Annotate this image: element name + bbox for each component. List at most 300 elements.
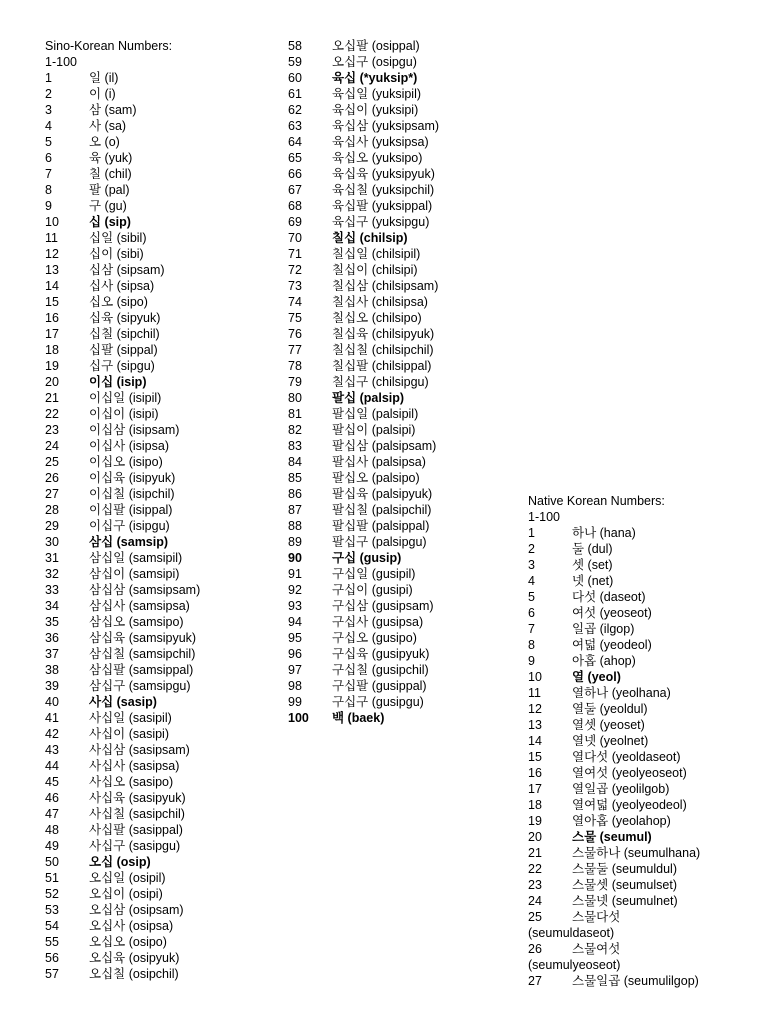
number-row	[288, 358, 508, 374]
native-korean-range: 1-100	[528, 510, 560, 524]
number-row	[288, 182, 508, 198]
number-word: 육십 (*yuksip*)	[332, 71, 418, 85]
number-word: 사십삼 (sasipsam)	[89, 743, 190, 757]
number-row	[288, 118, 508, 134]
number-value: 96	[288, 647, 302, 661]
number-value: 52	[45, 887, 59, 901]
number-row	[288, 438, 508, 454]
number-row	[45, 934, 275, 950]
number-word: 오십육 (osipyuk)	[89, 951, 180, 965]
number-row	[45, 550, 275, 566]
number-value: 49	[45, 839, 59, 853]
number-row	[288, 406, 508, 422]
number-value: 21	[528, 846, 542, 860]
number-word: 하나 (hana)	[572, 526, 636, 540]
number-row	[45, 486, 275, 502]
number-word: 십육 (sipyuk)	[89, 311, 161, 325]
number-row	[45, 374, 275, 390]
number-word: 팔십칠 (palsipchil)	[332, 503, 432, 517]
number-row	[45, 102, 275, 118]
number-word: 스물일곱 (seumulilgop)	[572, 974, 699, 988]
number-value: 85	[288, 471, 302, 485]
number-value: 33	[45, 583, 59, 597]
number-value: 26	[528, 942, 542, 956]
number-row	[45, 726, 275, 742]
number-value: 98	[288, 679, 302, 693]
number-row	[45, 886, 275, 902]
number-word: 사십육 (sasipyuk)	[89, 791, 186, 805]
number-word: 십사 (sipsa)	[89, 279, 155, 293]
number-value: 90	[288, 551, 302, 565]
number-word: 이십사 (isipsa)	[89, 439, 169, 453]
number-word: 팔십사 (palsipsa)	[332, 455, 426, 469]
number-row	[288, 326, 508, 342]
number-value: 78	[288, 359, 302, 373]
number-row	[528, 525, 758, 541]
number-word: 이십일 (isipil)	[89, 391, 162, 405]
number-value: 3	[528, 558, 535, 572]
number-row	[45, 966, 275, 982]
number-value: 4	[528, 574, 535, 588]
number-value: 61	[288, 87, 302, 101]
number-word: 칠십이 (chilsipi)	[332, 263, 418, 277]
number-word: 구십팔 (gusippal)	[332, 679, 427, 693]
number-row	[288, 662, 508, 678]
number-value: 42	[45, 727, 59, 741]
number-word: 스물둘 (seumuldul)	[572, 862, 677, 876]
number-row	[288, 54, 508, 70]
number-word: 오십사 (osipsa)	[89, 919, 174, 933]
number-value: 89	[288, 535, 302, 549]
number-value: 24	[528, 894, 542, 908]
number-row	[288, 630, 508, 646]
number-row	[528, 909, 758, 941]
number-word: 이십칠 (isipchil)	[89, 487, 175, 501]
number-value: 22	[528, 862, 542, 876]
number-row	[45, 214, 275, 230]
number-word: 육십칠 (yuksipchil)	[332, 183, 435, 197]
number-value: 15	[528, 750, 542, 764]
sino-korean-column-2	[288, 38, 508, 726]
number-word: 구십삼 (gusipsam)	[332, 599, 434, 613]
number-value: 10	[45, 215, 59, 229]
number-word: 삼십구 (samsipgu)	[89, 679, 191, 693]
number-romanization: (seumulyeoseot)	[528, 958, 621, 972]
number-row	[45, 278, 275, 294]
number-row	[288, 214, 508, 230]
number-row	[45, 710, 275, 726]
number-word: 열여섯 (yeolyeoseot)	[572, 766, 687, 780]
number-value: 27	[528, 974, 542, 988]
number-word: 삼십육 (samsipyuk)	[89, 631, 197, 645]
number-value: 27	[45, 487, 59, 501]
number-value: 12	[45, 247, 59, 261]
number-word: 이십팔 (isippal)	[89, 503, 173, 517]
number-row	[45, 470, 275, 486]
number-value: 53	[45, 903, 59, 917]
number-word: 육십일 (yuksipil)	[332, 87, 422, 101]
number-value: 60	[288, 71, 302, 85]
number-row	[288, 502, 508, 518]
number-word: 팔십일 (palsipil)	[332, 407, 419, 421]
number-row	[288, 598, 508, 614]
number-word: 십삼 (sipsam)	[89, 263, 165, 277]
number-value: 16	[528, 766, 542, 780]
number-row	[45, 950, 275, 966]
number-row	[45, 582, 275, 598]
number-value: 80	[288, 391, 302, 405]
sino-korean-list-2	[288, 38, 508, 726]
number-word: 삼십삼 (samsipsam)	[89, 583, 201, 597]
number-word: 육십구 (yuksipgu)	[332, 215, 430, 229]
number-row	[288, 694, 508, 710]
number-romanization: (seumuldaseot)	[528, 926, 615, 940]
number-row	[45, 326, 275, 342]
number-word: 팔십육 (palsipyuk)	[332, 487, 433, 501]
number-word: 일곱 (ilgop)	[572, 622, 635, 636]
number-row	[288, 390, 508, 406]
number-value: 28	[45, 503, 59, 517]
number-row	[288, 246, 508, 262]
number-row	[45, 662, 275, 678]
number-word: 이 (i)	[89, 87, 116, 101]
number-value: 51	[45, 871, 59, 885]
number-row	[288, 550, 508, 566]
number-row	[45, 86, 275, 102]
number-word: 열넷 (yeolnet)	[572, 734, 649, 748]
number-row	[288, 566, 508, 582]
number-row	[288, 678, 508, 694]
number-row	[528, 589, 758, 605]
number-row	[45, 294, 275, 310]
number-value: 82	[288, 423, 302, 437]
number-word: 사십일 (sasipil)	[89, 711, 172, 725]
number-word: 구십칠 (gusipchil)	[332, 663, 429, 677]
sino-korean-heading: Sino-Korean Numbers:	[45, 39, 173, 53]
native-korean-list	[528, 525, 758, 989]
number-word: 여섯 (yeoseot)	[572, 606, 652, 620]
number-value: 35	[45, 615, 59, 629]
number-value: 65	[288, 151, 302, 165]
number-word: 구 (gu)	[89, 199, 127, 213]
number-word: 육십팔 (yuksippal)	[332, 199, 433, 213]
number-word: 열셋 (yeoset)	[572, 718, 645, 732]
number-value: 84	[288, 455, 302, 469]
number-word: 육십오 (yuksipo)	[332, 151, 423, 165]
number-row	[528, 541, 758, 557]
number-word: 팔십이 (palsipi)	[332, 423, 416, 437]
number-word: 넷 (net)	[572, 574, 614, 588]
number-word: 다섯 (daseot)	[572, 590, 646, 604]
number-row	[45, 422, 275, 438]
number-row	[45, 806, 275, 822]
number-word: 사십팔 (sasippal)	[89, 823, 183, 837]
number-word: 오십이 (osipi)	[89, 887, 163, 901]
number-word: 열하나 (yeolhana)	[572, 686, 671, 700]
number-value: 92	[288, 583, 302, 597]
number-row	[528, 701, 758, 717]
number-value: 99	[288, 695, 302, 709]
number-value: 2	[528, 542, 535, 556]
number-value: 67	[288, 183, 302, 197]
number-row	[45, 390, 275, 406]
number-value: 94	[288, 615, 302, 629]
number-word: 십구 (sipgu)	[89, 359, 155, 373]
number-value: 19	[528, 814, 542, 828]
number-row	[45, 246, 275, 262]
number-value: 88	[288, 519, 302, 533]
number-row	[45, 566, 275, 582]
number-value: 39	[45, 679, 59, 693]
number-row	[528, 813, 758, 829]
number-value: 73	[288, 279, 302, 293]
number-row	[528, 669, 758, 685]
number-value: 77	[288, 343, 302, 357]
number-value: 97	[288, 663, 302, 677]
number-row	[288, 534, 508, 550]
number-word: 삼십오 (samsipo)	[89, 615, 184, 629]
number-row	[288, 518, 508, 534]
number-row	[288, 710, 508, 726]
number-row	[288, 582, 508, 598]
number-row	[288, 166, 508, 182]
number-value: 46	[45, 791, 59, 805]
number-value: 6	[45, 151, 52, 165]
number-value: 16	[45, 311, 59, 325]
number-row	[528, 733, 758, 749]
number-word: 이십이 (isipi)	[89, 407, 159, 421]
number-row	[288, 470, 508, 486]
number-value: 3	[45, 103, 52, 117]
number-word: 십일 (sibil)	[89, 231, 147, 245]
number-row	[45, 534, 275, 550]
number-word: 오십팔 (osippal)	[332, 39, 420, 53]
number-value: 55	[45, 935, 59, 949]
number-value: 7	[45, 167, 52, 181]
number-word: 칠십삼 (chilsipsam)	[332, 279, 439, 293]
number-word: 칠십사 (chilsipsa)	[332, 295, 428, 309]
number-value: 6	[528, 606, 535, 620]
number-word: 칠십일 (chilsipil)	[332, 247, 421, 261]
number-row	[45, 598, 275, 614]
number-word: 칠십구 (chilsipgu)	[332, 375, 429, 389]
number-word: 삼 (sam)	[89, 103, 137, 117]
number-word: 팔 (pal)	[89, 183, 130, 197]
number-word: 사십오 (sasipo)	[89, 775, 174, 789]
number-value: 34	[45, 599, 59, 613]
number-row	[288, 294, 508, 310]
number-word: 여덟 (yeodeol)	[572, 638, 652, 652]
number-row	[288, 70, 508, 86]
number-row	[45, 646, 275, 662]
number-value: 9	[45, 199, 52, 213]
number-row	[288, 342, 508, 358]
number-value: 32	[45, 567, 59, 581]
number-row	[45, 166, 275, 182]
number-row	[288, 230, 508, 246]
number-row	[528, 877, 758, 893]
number-row	[45, 678, 275, 694]
number-value: 5	[528, 590, 535, 604]
number-value: 13	[528, 718, 542, 732]
number-value: 31	[45, 551, 59, 565]
number-value: 83	[288, 439, 302, 453]
number-row	[528, 845, 758, 861]
number-word: 이십구 (isipgu)	[89, 519, 170, 533]
number-word: 사십사 (sasipsa)	[89, 759, 180, 773]
number-word: 구십육 (gusipyuk)	[332, 647, 430, 661]
number-row	[45, 630, 275, 646]
number-row	[45, 262, 275, 278]
number-word: 십팔 (sippal)	[89, 343, 158, 357]
number-word: 십오 (sipo)	[89, 295, 148, 309]
number-value: 1	[45, 71, 52, 85]
number-value: 59	[288, 55, 302, 69]
number-row	[288, 38, 508, 54]
number-value: 18	[45, 343, 59, 357]
number-value: 7	[528, 622, 535, 636]
number-row	[528, 893, 758, 909]
number-word: 육십이 (yuksipi)	[332, 103, 419, 117]
number-value: 40	[45, 695, 59, 709]
number-row	[45, 134, 275, 150]
number-value: 10	[528, 670, 542, 684]
number-row	[288, 422, 508, 438]
number-row	[288, 134, 508, 150]
number-value: 18	[528, 798, 542, 812]
number-row	[288, 646, 508, 662]
number-word: 사십 (sasip)	[89, 695, 157, 709]
number-row	[528, 685, 758, 701]
number-value: 4	[45, 119, 52, 133]
number-row	[45, 742, 275, 758]
number-value: 69	[288, 215, 302, 229]
number-value: 58	[288, 39, 302, 53]
number-word: 삼십이 (samsipi)	[89, 567, 180, 581]
native-korean-column	[528, 493, 758, 989]
number-row	[528, 653, 758, 669]
number-word: 육십육 (yuksipyuk)	[332, 167, 435, 181]
number-word: 이십오 (isipo)	[89, 455, 163, 469]
number-word: 구십오 (gusipo)	[332, 631, 417, 645]
number-value: 72	[288, 263, 302, 277]
number-word: 열여덟 (yeolyeodeol)	[572, 798, 687, 812]
number-value: 30	[45, 535, 59, 549]
number-word: 아홉 (ahop)	[572, 654, 636, 668]
number-word: 사십구 (sasipgu)	[89, 839, 181, 853]
number-word: 이십삼 (isipsam)	[89, 423, 180, 437]
number-value: 64	[288, 135, 302, 149]
number-value: 75	[288, 311, 302, 325]
number-value: 25	[528, 910, 542, 924]
number-word: 둘 (dul)	[572, 542, 613, 556]
number-value: 25	[45, 455, 59, 469]
number-value: 8	[528, 638, 535, 652]
number-value: 74	[288, 295, 302, 309]
number-value: 93	[288, 599, 302, 613]
number-row	[45, 118, 275, 134]
number-word: 구십 (gusip)	[332, 551, 402, 565]
number-row	[45, 854, 275, 870]
number-value: 26	[45, 471, 59, 485]
number-value: 1	[528, 526, 535, 540]
number-row	[528, 605, 758, 621]
number-value: 21	[45, 391, 59, 405]
number-row	[528, 829, 758, 845]
number-word: 육십삼 (yuksipsam)	[332, 119, 440, 133]
number-word: 스물셋 (seumulset)	[572, 878, 677, 892]
number-word: 삼십팔 (samsippal)	[89, 663, 194, 677]
number-row	[288, 486, 508, 502]
number-value: 62	[288, 103, 302, 117]
sino-korean-range: 1-100	[45, 55, 77, 69]
number-word: 오 (o)	[89, 135, 120, 149]
number-row	[528, 781, 758, 797]
number-value: 37	[45, 647, 59, 661]
number-word: 열일곱 (yeolilgob)	[572, 782, 670, 796]
number-word: 스물다섯	[572, 910, 621, 924]
native-korean-heading: Native Korean Numbers:	[528, 494, 665, 508]
number-row	[288, 262, 508, 278]
number-word: 열 (yeol)	[572, 670, 621, 684]
number-row	[45, 774, 275, 790]
number-value: 87	[288, 503, 302, 517]
number-row	[528, 973, 758, 989]
number-word: 칠십팔 (chilsippal)	[332, 359, 432, 373]
number-word: 팔십팔 (palsippal)	[332, 519, 430, 533]
number-word: 팔십구 (palsipgu)	[332, 535, 427, 549]
number-word: 오십삼 (osipsam)	[89, 903, 184, 917]
number-value: 81	[288, 407, 302, 421]
number-word: 스물여섯	[572, 942, 621, 956]
number-value: 8	[45, 183, 52, 197]
number-word: 오십 (osip)	[89, 855, 151, 869]
number-value: 24	[45, 439, 59, 453]
number-row	[45, 758, 275, 774]
number-row	[45, 358, 275, 374]
number-word: 팔십오 (palsipo)	[332, 471, 420, 485]
number-row	[45, 150, 275, 166]
number-value: 48	[45, 823, 59, 837]
number-word: 셋 (set)	[572, 558, 613, 572]
number-value: 12	[528, 702, 542, 716]
number-value: 56	[45, 951, 59, 965]
number-word: 십칠 (sipchil)	[89, 327, 160, 341]
number-value: 38	[45, 663, 59, 677]
number-word: 칠십 (chilsip)	[332, 231, 408, 245]
number-word: 구십이 (gusipi)	[332, 583, 413, 597]
number-word: 열아홉 (yeolahop)	[572, 814, 671, 828]
number-row	[45, 838, 275, 854]
number-word: 오십칠 (osipchil)	[89, 967, 179, 981]
number-value: 100	[288, 711, 309, 725]
number-word: 일 (il)	[89, 71, 119, 85]
number-value: 36	[45, 631, 59, 645]
number-word: 열다섯 (yeoldaseot)	[572, 750, 681, 764]
number-row	[45, 918, 275, 934]
number-row	[45, 614, 275, 630]
number-value: 5	[45, 135, 52, 149]
number-row	[45, 198, 275, 214]
number-value: 45	[45, 775, 59, 789]
number-word: 육 (yuk)	[89, 151, 133, 165]
number-value: 20	[45, 375, 59, 389]
number-value: 17	[528, 782, 542, 796]
number-word: 칠 (chil)	[89, 167, 132, 181]
number-value: 43	[45, 743, 59, 757]
number-row	[528, 941, 758, 973]
sino-korean-list-1	[45, 70, 275, 982]
